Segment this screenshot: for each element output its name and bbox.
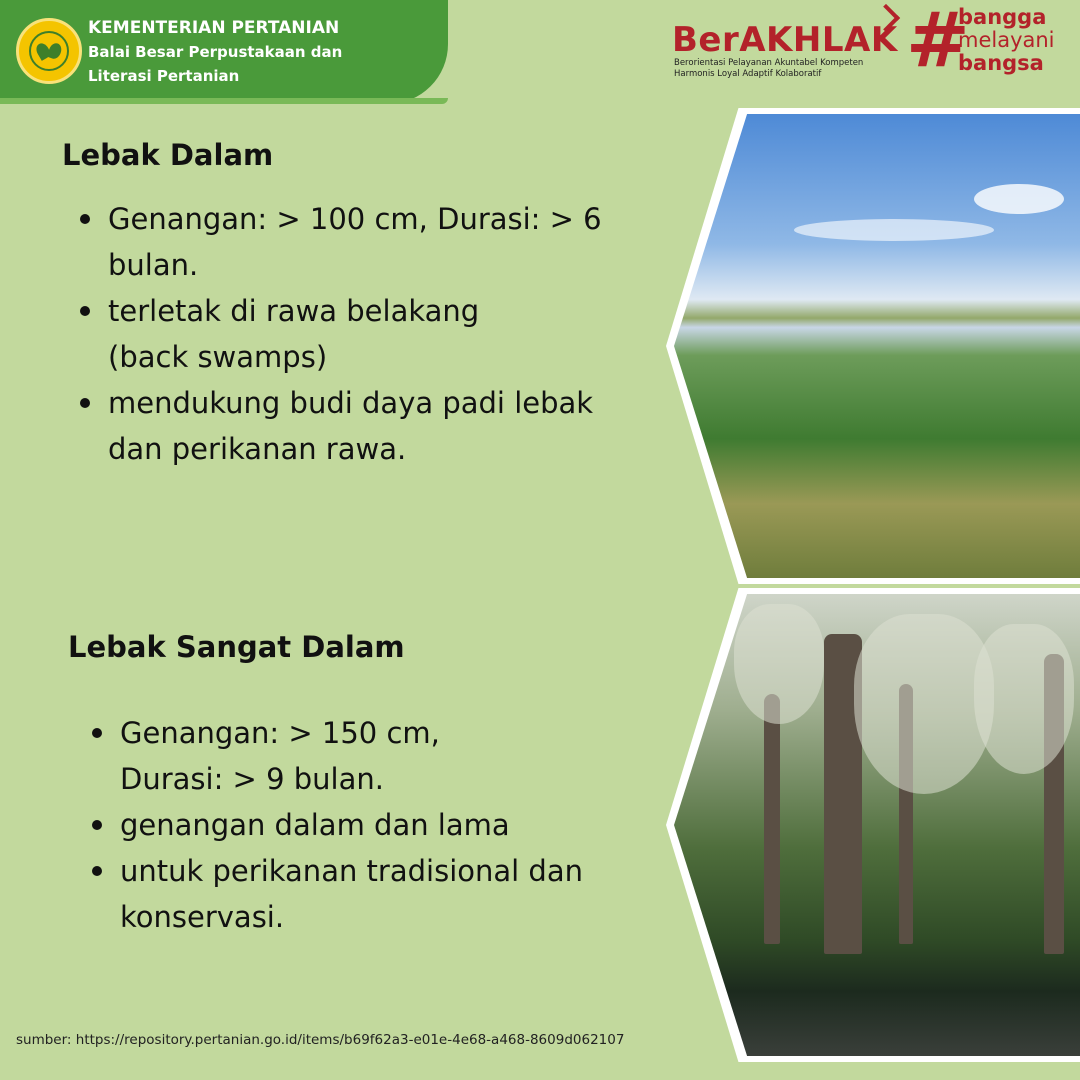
swamp-grass-photo (674, 114, 1080, 578)
ministry-line3: Literasi Pertanian (88, 67, 240, 85)
section1-list (74, 196, 654, 472)
section1-title: Lebak Dalam (62, 138, 274, 172)
brand-word: BerAKHLAK (672, 20, 898, 60)
berakhlak-logo (672, 14, 902, 84)
section2-list (86, 710, 606, 940)
section2-title: Lebak Sangat Dalam (68, 630, 405, 664)
tagline-line3: bangsa (958, 51, 1044, 75)
tagline-line2: melayani (958, 28, 1055, 52)
hash-icon: # (906, 0, 970, 84)
list-item: Genangan: > 100 cm, Durasi: > 6 bulan. (74, 196, 654, 288)
brand-sub-line1: Berorientasi Pelayanan Akuntabel Kompeten (674, 58, 864, 68)
ministry-line1: KEMENTERIAN PERTANIAN (88, 18, 340, 38)
kementan-logo-icon (16, 18, 82, 84)
source-citation: sumber: https://repository.pertanian.go.id/items/b69f62a3-e01e-4e68-a468-8609d062107 (16, 1032, 625, 1048)
ministry-name (88, 16, 342, 88)
brand-subtitle (674, 58, 863, 80)
tagline-line1: bangga (958, 5, 1047, 29)
list-item: untuk perikanan tradisional dan konservasi. (86, 848, 590, 940)
brand-sub-line2: Harmonis Loyal Adaptif Kolaboratif (674, 69, 822, 79)
list-item: Genangan: > 150 cm, Durasi: > 9 bulan. (86, 710, 480, 802)
ministry-banner (0, 0, 448, 104)
tagline (958, 6, 1055, 75)
list-item: terletak di rawa belakang (back swamps) (74, 288, 568, 380)
list-item: mendukung budi daya padi lebak dan perikanan rawa. (74, 380, 608, 472)
list-item: genangan dalam dan lama (86, 802, 510, 848)
swamp-forest-photo (674, 594, 1080, 1056)
ministry-line2: Balai Besar Perpustakaan dan (88, 43, 343, 61)
